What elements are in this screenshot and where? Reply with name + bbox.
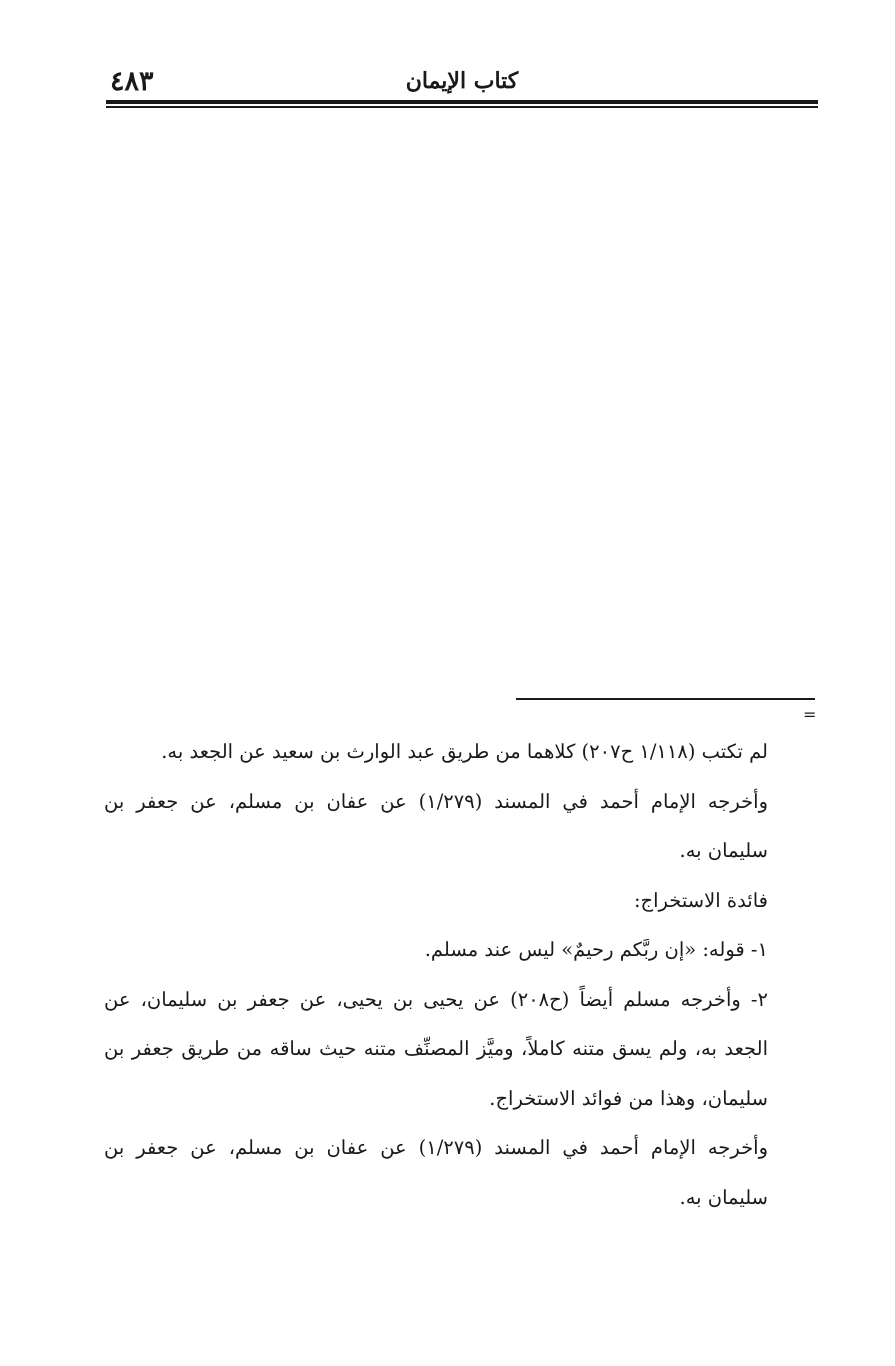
footnote-line: سليمان، وهذا من فوائد الاستخراج. (489, 1086, 768, 1110)
footnote-line: سليمان به. (679, 1185, 768, 1209)
footnote-line: الجعد به، ولم يسق متنه كاملاً، وميَّز المصنِّف متنه حيث ساقه من طريق جعفر بن (104, 1037, 768, 1060)
header-rule-thick (106, 100, 818, 104)
footnote-line: ١- قوله: «إن ربَّكم رحيمٌ» ليس عند مسلم. (424, 938, 768, 961)
footnote-line: وأخرجه الإمام أحمد في المسند (١/٢٧٩) عن عفان بن مسلم، عن جعفر بن (104, 1136, 768, 1159)
footnote-separator (516, 698, 815, 700)
running-title: كتاب الإيمان (405, 68, 519, 94)
footnote-continuation-mark: = (803, 705, 817, 724)
footnote-line: سليمان به. (679, 839, 768, 862)
footnote-line: وأخرجه الإمام أحمد في المسند (١/٢٧٩) عن عفان بن مسلم، عن جعفر بن (104, 789, 768, 813)
header-rule-thin (106, 106, 818, 108)
page-header (106, 64, 818, 100)
footnote-line: ٢- وأخرجه مسلم أيضاً (ح٢٠٨) عن يحيى بن يحيى، عن جعفر بن سليمان، عن (104, 987, 768, 1011)
page-number: ٤٨٣ (110, 66, 154, 97)
footnote-block (104, 727, 768, 1222)
footnote-heading: فائدة الاستخراج: (633, 888, 768, 912)
footnote-line: لم تكتب (١/١١٨ ح٢٠٧) كلاهما من طريق عبد الوارث بن سعيد عن الجعد به. (161, 740, 768, 763)
